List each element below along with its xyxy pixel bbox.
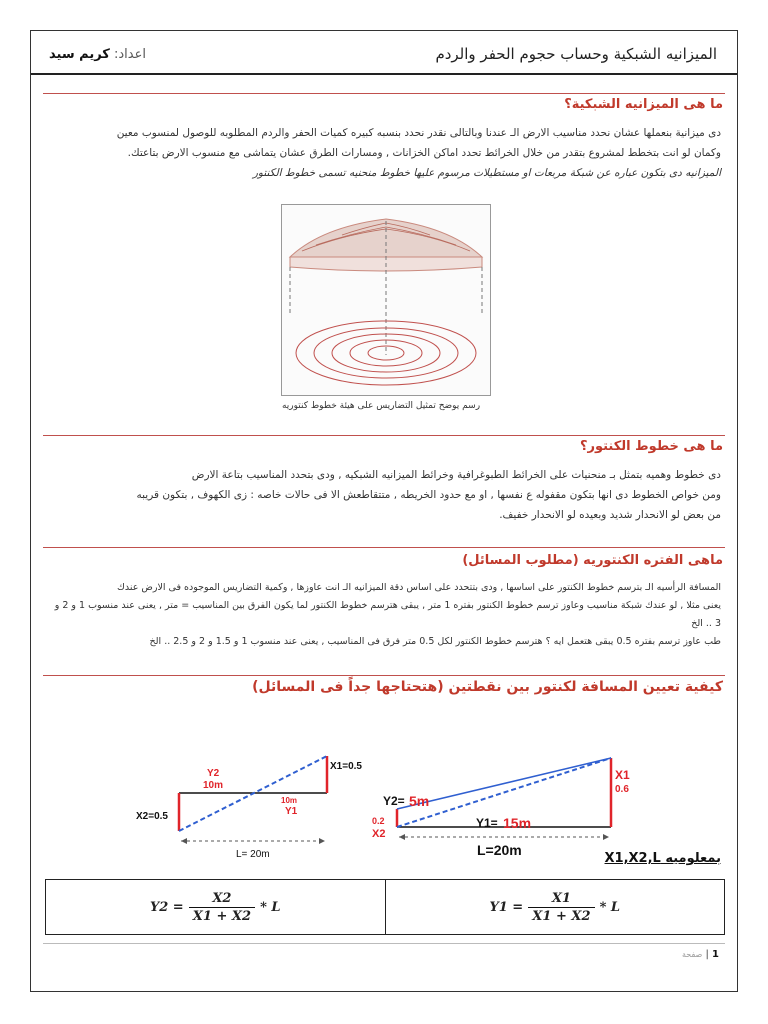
section-divider [43, 675, 725, 676]
formula-y1-tail: * L [599, 899, 621, 915]
x2-label: X2 [372, 828, 386, 840]
formula-y2 [46, 880, 386, 935]
section-title-contour-lines: ما هى خطوط الكنتور؟ [579, 439, 723, 454]
paragraph-line: من بعض لو الانحدار شديد وبعيده لو الانحدار خفيف. [499, 509, 721, 521]
paragraph-line: ومن خواص الخطوط دى انها بتكون مقفوله ع نفسها , او مع حدود الخريطه , متتقاطعش الا فى حالات خاصه : زى الكهوف , بتكون قريبه [136, 489, 721, 501]
y1-label: Y1 [285, 806, 298, 817]
known-values-label: بمعلوميه X1,X2,L [604, 851, 721, 866]
paragraph-line: المسافة الرأسيه الـ بترسم خطوط الكنتور على اساسها , ودى بتتحدد على اساس دقة الميزانيه الـ انت عاوزها , وكمية التضاريس الموجوده فى الارض عندك [117, 582, 721, 593]
terrain-figure [281, 204, 491, 396]
y2-value: 5m [409, 793, 430, 809]
length-label: L= 20m [236, 849, 270, 860]
page [30, 30, 738, 992]
x1-label: X1 [615, 768, 630, 782]
formula-y1-numerator: X1 [528, 891, 594, 908]
y1-value: 10m [281, 796, 298, 805]
section-body-contour-lines [47, 465, 721, 525]
formula-y1-denominator: X1 + X2 [532, 908, 591, 924]
terrain-illustration [282, 205, 490, 395]
section-title-grid-leveling: ما هى الميزانيه الشبكية؟ [564, 97, 723, 112]
paragraph-line: يعنى مثلا , لو عندك شبكة مناسيب وعاوز ترسم خطوط الكنتور بفتره 1 متر , يبقى هترسم خطوط الكنتور لما يكون الفرق بين المناسيب = متر , يعنى عند منسوب 1 و 2 و 3 .. الخ [54, 600, 721, 629]
x1-label: X1=0.5 [330, 761, 362, 772]
formula-y1-lhs: Y1 = [489, 899, 524, 915]
author-name: كريم سيد [49, 47, 110, 62]
formula-y1-fraction [528, 891, 594, 924]
formula-y2-tail: * L [260, 899, 281, 915]
page-footer [682, 949, 719, 960]
figure-caption: رسم يوضح تمثيل التضاريس على هيئة خطوط كنتوريه [281, 401, 481, 411]
author-label: اعداد: [114, 47, 146, 62]
paragraph-line: الميزانيه دى بتكون عباره عن شبكة مربعات او مستطيلات مرسوم عليها خطوط منحنيه تسمى خطوط الكنتور [252, 167, 721, 179]
length-label: L=20m [477, 842, 522, 858]
paragraph-line: وكمان لو انت بتخطط لمشروع بتقدر من خلال الخرائط تحدد اماكن الخزانات , ومسارات الطرق عشان يتماشى مع منسوب الارض بتاعتك. [127, 147, 721, 159]
formula-table [45, 879, 725, 935]
paragraph-line: دى خطوط وهميه بتمثل بـ منحنيات على الخرائط الطبوغرافية وخرائط الميزانيه الشبكيه , ودى بتحدد المناسيب بتاعة الارض [191, 469, 721, 481]
author [49, 47, 146, 62]
y1-label: Y1= [476, 816, 498, 830]
y1-value: 15m [503, 815, 532, 831]
formula-y2-numerator: X2 [189, 891, 255, 908]
y2-label: Y2 [207, 768, 220, 779]
footer-divider [43, 943, 725, 944]
section-body-grid-leveling [47, 123, 721, 183]
formula-y2-lhs: Y2 = [149, 899, 184, 915]
section-body-contour-interval [47, 579, 721, 651]
paragraph-line: طب عاوز ترسم بفتره 0.5 يبقى هتعمل ايه ؟ هترسم خطوط الكنتور لكل 0.5 متر فرق فى المناسيب , يعنى عند منسوب 1 و 1.5 و 2 و 2.5 .. الخ [149, 636, 721, 647]
section-divider [43, 547, 725, 548]
section-title-contour-interval: ماهى الفتره الكنتوريه (مطلوب المسائل) [462, 553, 723, 568]
page-word: صفحة [681, 950, 703, 959]
section-divider [43, 93, 725, 94]
x2-value: 0.2 [372, 816, 385, 826]
paragraph-line: دى ميزانية بنعملها عشان نحدد مناسيب الارض الـ عندنا وبالتالى نقدر نحدد بنسبه كبيره كميات الحفر والردم المطلوبه للوصول لمنسوب معين [116, 127, 721, 139]
x1-value: 0.6 [615, 784, 629, 795]
y2-value: 10m [203, 780, 224, 791]
y2-label: Y2= [383, 794, 405, 808]
x2-label: X2=0.5 [136, 811, 168, 822]
formula-y1 [385, 880, 725, 935]
section-divider [43, 435, 725, 436]
header-divider [31, 73, 737, 75]
diagram-right [372, 758, 630, 858]
page-number: 1 [712, 949, 719, 960]
footer-separator: | [705, 949, 709, 960]
formula-y2-denominator: X1 + X2 [192, 908, 251, 924]
section-title-interpolation: كيفية تعيين المسافة لكنتور بين نقطتين (هتحتاجها جداً فى المسائل) [252, 679, 723, 695]
diagram-left [136, 756, 362, 860]
formula-y2-fraction [189, 891, 255, 924]
document-title: الميزانيه الشبكية وحساب حجوم الحفر والردم [435, 45, 717, 63]
